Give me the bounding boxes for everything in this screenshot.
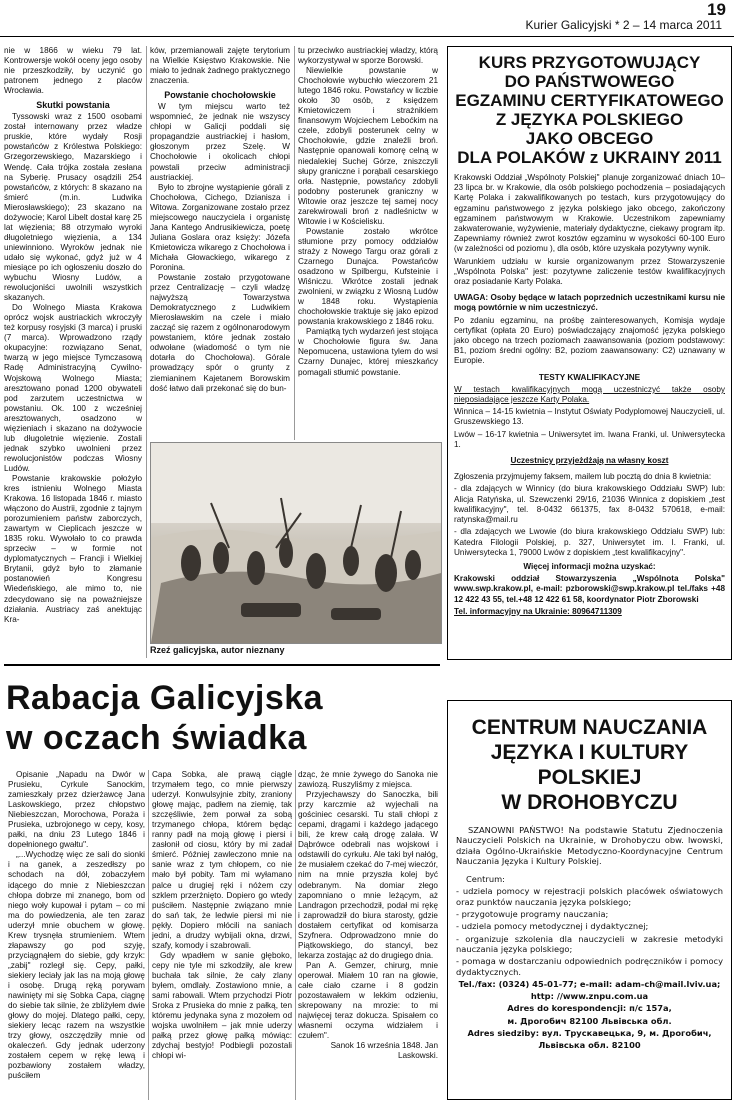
paragraph: tu przeciwko austriackiej władzy, którą wykorzystywał w sporze Borowski. xyxy=(298,46,438,66)
illustration-caption: Rzeź galicyjska, autor nieznany xyxy=(150,645,285,655)
paragraph: dząc, że mnie żywego do Sanoka nie zawiozą. Ruszyliśmy z miejsca. xyxy=(298,770,438,790)
paragraph: Powstanie zostało wkrótce stłumione przy pomocy oddziałów straży z Nowego Targu oraz górali z Czarnego Dunajca. Powstańców osadzono w Spilbergu, Kufsteinie i Wiśniczu. Wkrótce zostali jednak zwolnieni, w związku z Wiosną Ludów w 1848 roku. Wystąpienia chochołowskie traktuje się jako epizod powstania krakowskiego z 1846 roku. xyxy=(298,226,438,327)
center-title xyxy=(448,701,731,815)
paragraph: Capa Sobka, ale prawą ciągle trzymałem tego, co mnie pierwszy uderzył. Konwulsyjnie zbity, zraniony głowę mając, padłem na ziemię, tak szczęśliwie, żem porwał za sobą trzymanego chłopa, którem będąc ranny padł na moją głowę i piersi i zasłonił od ciosu, który by mi zadał śmierć. Później zawleczono mnie na sanie wraz z tym chłopem, co nie mało był pobity. Tam mi wyłamano palce u drugiej ręki i nóżem czy szklem przerżnięto. Dopiero go wtedy puściłem. Następnie związano mnie do sań tak, że ledwie piersi mi nie pękły. Dopiero młócili na saniach jedni, a drudzy wybijali okna, drzwi, szafy, komody i szabrowali. xyxy=(152,770,292,950)
historical-illustration xyxy=(150,442,442,644)
headline-line-1: Rabacja Galicyjska xyxy=(6,679,324,717)
article-column-2 xyxy=(150,46,290,440)
address-line: м. Дрогобич 82100 Львівська обл. xyxy=(507,1015,672,1026)
location-winnica: Winnica – 14-15 kwietnia – Instytut Oświaty Podyplomowej Nauczycieli, ul. Gruszewskiego 13. xyxy=(454,407,725,427)
column-divider xyxy=(295,770,296,1100)
phone-ukraine: Tel. informacyjny na Ukrainie: 80964711309 xyxy=(454,606,622,616)
title-line: CENTRUM NAUCZANIA xyxy=(471,716,708,739)
article2-column-2 xyxy=(152,770,292,1100)
paragraph: Centrum: xyxy=(466,874,505,885)
section-heading: Powstanie chochołowskie xyxy=(164,90,276,101)
column-divider xyxy=(294,46,295,440)
title-line: DO PAŃSTWOWEGO xyxy=(504,72,675,91)
paragraph: Było to zbrojne wystąpienie górali z Chochołowa, Cichego, Dzianisza i Witowa. Zorganizowane zostało przez miejscowego nauczyciela i organistę Jana Kantego Andrusikiewicza, poetę Juliana Goslara oraz księży: Józefa Kmietowicza wikarego z Chochołowa i Michała Głowackiego, wikarego z Poronina. xyxy=(150,182,290,272)
list-item: - przygotowuje programy nauczania; xyxy=(456,909,609,920)
paragraph: SZANOWNI PAŃSTWO! Na podstawie Statutu Zjednoczenia Nauczycieli Polskich na Ukrainie, w Drohobyczu obw. lwowski, działa Ogólno-Ukraińskie Metodyczno-Koordynacyjne Centrum Nauczania Języka i Kultury Polskiej. xyxy=(456,825,723,866)
section-heading: Skutki powstania xyxy=(36,100,110,111)
paragraph: Tyssowski wraz z 1500 osobami został internowany przez władze pruskie, które wydały Rosji powstańców z Królestwa Polskiego: Grzegorzewskiego, Mazarskiego i Wendę. Cała trójka została zesłana na Syberię. Prusacy osądzili 254 powstańców, z których: 8 skazano na śmierć (m.in. Ludwika Mierosławskiego); 23 skazano na dożywocie; Karol Libelt dostał karę 25 lat więzienia; 88 otrzymało wyroki długoletniego więzienia, a 134 uniewinniono. Wyroków jednak nie udało się wykonać, gdyż już w 4 miesiące po ich ogłoszeniu doszło do wybuchu Wiosny Ludów, a rewolucjoniści uwolnili wszystkich skazanych. xyxy=(4,112,142,303)
title-line: DLA POLAKÓW z UKRAINY 2011 xyxy=(457,148,722,167)
tests-heading: TESTY KWALIFIKACYJNE xyxy=(538,372,641,382)
paragraph: Warunkiem udziału w kursie organizowanym przez Stowarzyszenie „Wspólnota Polska" jest: pozytywne zaliczenie testów kwalifikacyjnych oraz posiadanie Karty Polaka. xyxy=(454,256,725,287)
page-header xyxy=(0,0,734,40)
paragraph: Niewielkie powstanie w Chochołowie wybuchło wieczorem 21 lutego 1846 roku. Powstańcy w liczbie około 30 osób, z księdzem Kmietowiczem i strażnikiem finansowym Wojciechem Leboćkim na czele, zdobyli posterunek celny w Chochołowie, gdzie znaleźli broń. Następnie opanowali komorę celną w niedalekiej Suchej Górze, zniszczyli słupy graniczne i porąbali cesarskiego orła. Następnie, powstańcy zdobyli podobny posterunek graniczny w Witowie oraz jeszcze tej samej nocy zarekwirowali broń z nadleśnictw w Witowie i w Kościelisku. xyxy=(298,66,438,226)
address-line: Adres do korespondencji: п/с 157а, xyxy=(507,1003,672,1014)
article-column-3 xyxy=(298,46,438,440)
teaching-center-box xyxy=(447,700,732,1100)
title-line: Z JĘZYKA POLSKIEGO xyxy=(495,110,684,129)
paragraph: W tym miejscu warto też wspomnieć, że jednak nie wszyscy chłopi w Galicji poddali się propagandzie austriackiej i hasłom, głoszonym przez Szelę. W Chochołowie i okolicach chłopi powstali przeciw administracji austriackiej. xyxy=(150,102,290,182)
publication-line: Kurier Galicyjski * 2 – 14 marca 2011 xyxy=(525,18,722,32)
announcement-body xyxy=(448,173,731,617)
paragraph: Gdy wpadłem w sanie głęboko, cepy nie tyle mi szkodziły, ale krew buchała tak silnie, że cały zlany byłem, omdlały. Zostawiono mnie, a sami rabowali. Wtem przychodzi Piotr Sroka z Prusieka do mnie z pałką, ten któremu jedynaka syna z mozołem od wojska uwolniłem – jak mnie uderzy pałką przez głowę pałką mówiąc: zdychaj bestyjo! Podbiegli pozostali chłopi wi- xyxy=(152,950,292,1061)
paragraph: Do Wolnego Miasta Krakowa oprócz wojsk austriackich wkroczyły też korpusy rosyjski (3 marca) i pruski (7 marca). Wprowadzono rządy okupacyjne: rozwiązano Senat, twarzą w jego miejsce Tymczasową Radę Administracyjną Cywilno-Wojskową Wolnego Miasta; aresztowano ponad 1200 obywateli pod zarzutem uczestnictwa w powstaniu. Ok. 100 z wcześniej aresztowanych, osadzono w więzieniach i skazano na dożywocie lub długoletnie więzienie. Zostali jednak szybko uwolnieni przez rewolucjonistów podczas Wiosny Ludów. xyxy=(4,303,142,473)
headline-line-2: w oczach świadka xyxy=(6,719,307,757)
address-line: Adres siedziby: вул. Трускавецька, 9, м. Дрогобич, xyxy=(467,1028,712,1039)
center-body xyxy=(448,825,731,1051)
title-line: W DROHOBYCZU xyxy=(501,791,678,814)
list-item: - organizuje szkolenia dla nauczycieli w zakresie metodyki nauczania języka polskiego; xyxy=(456,933,723,954)
website: http: //www.znpu.com.ua xyxy=(530,991,649,1002)
title-line: JĘZYKA I KULTURY xyxy=(490,741,689,764)
address-line: Львівська обл. 82100 xyxy=(538,1040,641,1051)
list-item: - udziela pomocy metodycznej i dydaktycznej; xyxy=(456,921,649,932)
article2-column-1 xyxy=(8,770,145,1100)
column-divider xyxy=(148,770,149,1100)
paragraph: Po zdaniu egzaminu, na prośbę zainteresowanych, Komisja wydaje certyfikat (opłata 20 Euro) poświadczający znajomość języka polskiego jako obcego na trzech poziomach zaawansowania (poziom podstawowy: B1, poziom średni ogólny: B2, poziom zaawansowany: C2) uznawany w Europie. xyxy=(454,315,725,366)
title-line: KURS PRZYGOTOWUJĄCY xyxy=(478,53,701,72)
list-item: - pomaga w dostarczaniu odpowiednich podręczników i pomocy dydaktycznych. xyxy=(456,956,723,977)
title-line: POLSKIEJ xyxy=(537,766,642,789)
article2-column-3 xyxy=(298,770,438,1100)
paragraph: W testach kwalifikacyjnych mogą uczestniczyć także osoby nieposiadające jeszcze Karty Polaka. xyxy=(454,384,725,405)
paragraph: Pamiątką tych wydarzeń jest stojąca w Chochołowie figura św. Jana Nepomucena, ustawiona tylem do wsi Czarny Dunajec, której mieszkańcy pomagali stłumić powstanie. xyxy=(298,327,438,377)
paragraph: Sanok 16 września 1848. Jan Laskowski. xyxy=(330,1041,438,1061)
column-divider xyxy=(146,46,147,658)
title-line: JAKO OBCEGO xyxy=(525,129,654,148)
paragraph: ków, przemianowali zajęte terytorium na Wielkie Księstwo Krakowskie. Nie miało to jednak żadnego praktycznego znaczenia. xyxy=(150,46,290,86)
paragraph: Pan A. Gemzer, chirurg, mnie operował. Miałem 10 ran na głowie, całe ciało czarne i 8 godzin pozostawałem w lekkim odzieniu, skrepowany na mrozie: to mi najwięcej teraz dokucza. Spisałem co własnemi oczyma widziałem i czułem". xyxy=(298,960,438,1041)
contact-info: Krakowski oddział Stowarzyszenia „Wspólnota Polska" www.swp.krakow.pl, e-mail: pzborowski@swp.krakow.pl tel./faks +48 12 422 43 55, tel.+48 12 422 61 58, koordynator Piotr Zborowski xyxy=(454,574,725,604)
paragraph: - dla zdających w Winnicy (do biura krakowskiego Oddziału SWP) lub: Alicja Ratyńska, ul. Szewczenki 29/16, 21036 Winnica z dopiskiem „test kwalifikacyjny", tel. 8-0432 661375, fax 8-0432 570618, e-mail: ratynska@mail.ru xyxy=(454,484,725,525)
list-item: - udziela pomocy w rejestracji polskich placówek oświatowych oraz punktów nauczania języka polskiego; xyxy=(456,886,723,907)
announcement-title xyxy=(448,47,731,167)
paragraph: Zgłoszenia przyjmujemy faksem, mailem lub pocztą do dnia 8 kwietnia: xyxy=(454,472,712,482)
page-number: 19 xyxy=(707,0,726,19)
paragraph: Opisanie „Napadu na Dwór w Prusieku, Cyrkule Sanockim, zamieszkały przez dzierżawcę Jana Laskowskiego, przez chłopstwo Niebieszczan, Morochowa, Poraża i Prusieka, uzbrojonego w cepy, kosy, pałki, na dniu 23 Lutego 1846 i dopełnionego gwałtu". xyxy=(8,770,145,850)
paragraph: Przyjechawszy do Sanoczka, bili przy karczmie aż wyjechali na gościniec cesarski. Tu stali chłopi z cepami, drągami i każdego jadącego bili, że krew całą drogę zalała. W Dąbrówce odebrali nas wojskowi i odstawili do cyrkułu. Ale taki był nałóg, że musiałem czekać do 7-mej wieczór, nim na mnie przyszła kolej być odebranym. Na domiar złego zapomniano o mnie leżącym, aż Landragon przechodził, podał mi rękę i zaprowadził do biura starosty, gdzie dostałem certyfikat od komisarza Szyfnera. Odprowadzono mnie do Piątkowskiego, do stancyi, bez lekarza zostając aż do drugiego dnia. xyxy=(298,790,438,960)
title-line: EGZAMINU CERTYFIKATOWEGO xyxy=(455,91,724,110)
article-column-1 xyxy=(4,46,142,658)
contact-line: Tel./fax: (0324) 45-01-77; e-mail: adam-ch@mail.lviv.ua; xyxy=(458,978,721,989)
paragraph: Powstanie zostało przygotowane przez Centralizację – czyli władzę najwyższą Towarzystwa Demokratycznego z Ludwikiem Mierosławskim na czele i miało zacząć się razem z ogólnonarodowym powstaniem, które jednak zostało odwołane (wiadomość o tym nie dotarła do Chochołowa). Górale prowadzący spór o grunty z ziemianinem Kajetanem Borowskim dość łatwo dali przekonać się do bun- xyxy=(150,273,290,393)
header-rule xyxy=(0,36,734,37)
paragraph: - dla zdających we Lwowie (do biura krakowskiego Oddziału SWP) lub: Katedra Filologii Polskiej, p. 327, Uniwersytet im. I. Franki, ul. Uniwersytecka 1, 79000 Lwów z dopiskiem „test kwalifikacyjny". xyxy=(454,527,725,557)
illustration-scene xyxy=(151,443,441,643)
paragraph: Powstanie krakowskie położyło kres istnieniu Wolnego Miasta Krakowa. 16 listopada 1846 r. miasto włączono do Austrii, zgodnie z tajnym porozumieniem państw zaborczych, zawartym w Cieplicach jeszcze w 1835 roku. Wywołało to co prawda sprzeciw – w formie not dyplomatycznych – Francji i Wielkiej Brytanii, gdyż było to złamanie postanowień Kongresu Wiedeńskiego, ale mimo to, nie zdecydowano się na poważniejsze działania. Austriacy zaś anektując Kra- xyxy=(4,473,142,624)
article-headline xyxy=(6,678,436,758)
paragraph: „...Wychodzę więc ze sali do sionki i na ganek, a zeszedłszy po schodach na dół, zobaczyłem idącego do mnie z Niebieszczan chłopa dobrze mi znanego, bom od niego woły kupował i pytam – co mi ma do powiedzenia, ale ten zaraz uderzył mnie obuchem w głowę. Krew trysnęła strumieniem. Wtem złapawszy go pod szyję, przyciągnąłem do siebie, gdy krzyk: „zabij" rozległ się. Cepy, pałki, siekiery leciały jak las na moją głowę i osobę. Drugą ręką porywam nawinięty mi się Sobka Capa, ciągnę do siebie tak silnie, że zbliżyłem dwie głowy do mojej. Dlatego pałki, cepy, siekiery lecąc razem na wszystkie trzy głowy, oszczędziły mnie od okaleczeń. Gdy jednak uderzony zostałem cepem w rękę lewą i pozbawiony zostałem władzy, puściłem xyxy=(8,850,145,1081)
paragraph: Krakowski Oddział „Wspólnoty Polskiej" planuje zorganizować dniach 10–23 lipca br. w Krakowie, dla osób polskiego pochodzenia – posiadających Kartę Polaka i zakwalifikowanych po testach, kurs przygotowujący do egzaminu państwowego z języka polskiego jako obcego, zakończony egzaminem państwowym w Krakowie. Uczestnikom zapewniamy zakwaterowanie, wyżywienie, materiały dydaktyczne, ciekawy program itp. Zapewniamy również zwrot kosztów egzaminu w wysokości 60-100 Euro (w zależności od poziomu ), dla osób, które uzyskała pozytywny wynik. xyxy=(454,173,725,254)
location-lwow: Lwów – 16-17 kwietnia – Uniwersytet im. Iwana Franki, ul. Uniwersytecka 1. xyxy=(454,429,725,449)
cost-note: Uczestnicy przyjeżdżają na własny koszt xyxy=(510,456,669,466)
course-announcement-box xyxy=(447,46,732,660)
paragraph: nie w 1866 w wieku 79 lat. Kontrowersje wokół oceny jego osoby nie przeszkodziły, by uczynić go patronem jednego z placów Wrocławia. xyxy=(4,46,142,96)
more-info-heading: Więcej informacji można uzyskać: xyxy=(523,561,656,571)
section-divider xyxy=(4,664,440,666)
notice: UWAGA: Osoby będące w latach poprzednich uczestnikami kursu nie mogą powtórnie w nim uczestniczyć. xyxy=(454,293,725,313)
